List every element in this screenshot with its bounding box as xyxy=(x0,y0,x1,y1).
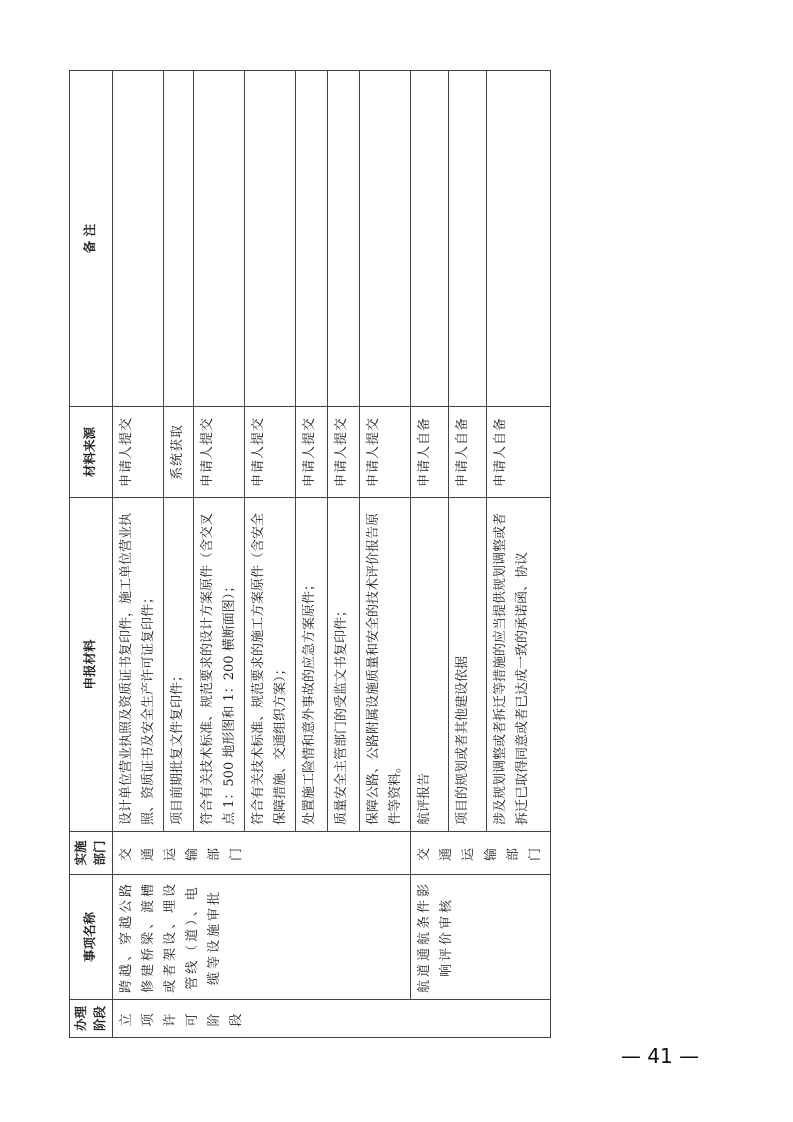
source-cell: 申请人提交 xyxy=(328,407,360,498)
application-materials-table xyxy=(69,70,551,1038)
remark-cell xyxy=(244,71,295,407)
source-cell: 申请人提交 xyxy=(360,407,411,498)
header-source: 材料来源 xyxy=(70,407,113,498)
table-header-row xyxy=(70,71,113,1038)
material-cell: 设计单位营业执照及资质证书复印件，施工单位营业执照、资质证书及安全生产许可证复印件； xyxy=(112,498,163,832)
page-number: — 41 — xyxy=(620,1044,700,1068)
table-row xyxy=(112,71,163,1038)
material-cell: 涉及规划调整或者拆迁等措施的应当提供规划调整或者拆迁已取得同意或者已达成一致的承诺函、协议 xyxy=(486,498,550,832)
source-cell: 申请人提交 xyxy=(193,407,244,498)
material-cell: 符合有关技术标准、规范要求的施工方案原件（含安全保障措施、交通组织方案）； xyxy=(244,498,295,832)
material-cell: 项目的规划或者其他建设依据 xyxy=(448,498,486,832)
remark-cell xyxy=(193,71,244,407)
remark-cell xyxy=(328,71,360,407)
header-remark: 备 注 xyxy=(70,71,113,407)
table-row xyxy=(411,71,449,1038)
remark-cell xyxy=(411,71,449,407)
material-cell: 符合有关技术标准、规范要求的设计方案原件（含交叉点 1：500 地形图和 1：200 横断面图）； xyxy=(193,498,244,832)
source-cell: 申请人提交 xyxy=(296,407,328,498)
source-cell: 申请人提交 xyxy=(244,407,295,498)
material-cell: 保障公路、公路附属设施质量和安全的技术评价报告原件等资料。 xyxy=(360,498,411,832)
material-cell: 处置施工险情和意外事故的应急方案原件； xyxy=(296,498,328,832)
remark-cell xyxy=(296,71,328,407)
material-cell: 航评报告 xyxy=(411,498,449,832)
source-cell: 申请人自备 xyxy=(411,407,449,498)
item-name-cell: 跨越、穿越公路修建桥梁、渡槽或者架设、埋设管线（道）、电缆等设施审批 xyxy=(112,875,411,1000)
remark-cell xyxy=(112,71,163,407)
rotated-table-container xyxy=(69,71,543,1038)
source-cell: 申请人提交 xyxy=(112,407,163,498)
header-stage: 办理阶段 xyxy=(70,1000,113,1038)
material-cell: 质量安全主管部门的受监文书复印件； xyxy=(328,498,360,832)
source-cell: 申请人自备 xyxy=(448,407,486,498)
material-cell: 项目前期批复文件复印件； xyxy=(163,498,193,832)
remark-cell xyxy=(448,71,486,407)
stage-cell: 立项许可阶段 xyxy=(112,1000,550,1038)
source-cell: 申请人自备 xyxy=(486,407,550,498)
item-name-cell: 航道通航条件影响评价审核 xyxy=(411,875,551,1000)
remark-cell xyxy=(360,71,411,407)
source-cell: 系统获取 xyxy=(163,407,193,498)
header-item-name: 事项名称 xyxy=(70,875,113,1000)
remark-cell xyxy=(486,71,550,407)
dept-cell: 交通运输部门 xyxy=(411,832,551,875)
header-materials: 申报材料 xyxy=(70,498,113,832)
dept-cell: 交通运输部门 xyxy=(112,832,411,875)
remark-cell xyxy=(163,71,193,407)
header-dept: 实施部门 xyxy=(70,832,113,875)
